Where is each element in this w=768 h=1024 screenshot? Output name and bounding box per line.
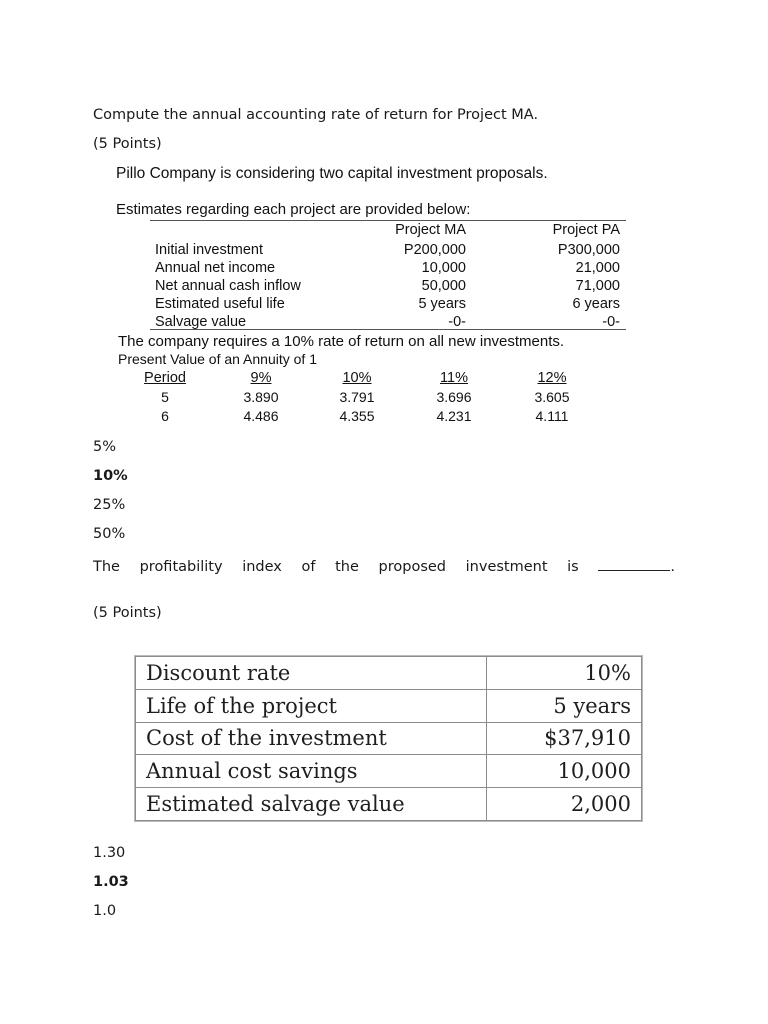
question-2-points: (5 Points) bbox=[93, 605, 162, 621]
pv-cell: 6 bbox=[161, 408, 169, 424]
row-value-pa: 6 years bbox=[572, 296, 620, 312]
table-label: Annual cost savings bbox=[136, 755, 487, 788]
table-value: 10,000 bbox=[487, 755, 642, 788]
estimates-heading: Estimates regarding each project are provided below: bbox=[116, 201, 471, 218]
pv-cell: 5 bbox=[161, 389, 169, 405]
row-value-ma: 5 years bbox=[418, 296, 466, 312]
answer-blank bbox=[598, 556, 675, 575]
table-row bbox=[136, 689, 642, 722]
table-row bbox=[136, 722, 642, 755]
row-value-pa: 71,000 bbox=[575, 278, 620, 294]
question-2-prompt bbox=[93, 556, 675, 575]
answer-option-selected[interactable]: 1.03 bbox=[93, 874, 129, 890]
prompt-word: proposed bbox=[378, 559, 447, 575]
row-value-pa: P300,000 bbox=[557, 242, 620, 258]
answer-option[interactable]: 1.30 bbox=[93, 845, 126, 861]
question-1-prompt: Compute the annual accounting rate of return for Project MA. bbox=[93, 107, 539, 123]
row-label: Annual net income bbox=[155, 260, 276, 276]
column-header-ma: Project MA bbox=[395, 222, 466, 238]
table-value: 2,000 bbox=[487, 788, 642, 821]
pv-cell: 3.890 bbox=[243, 389, 279, 405]
requirement-text: The company requires a 10% rate of return on all new investments. bbox=[118, 333, 565, 350]
discount-table bbox=[135, 656, 642, 821]
pv-cell: 3.605 bbox=[534, 389, 570, 405]
answer-option[interactable]: 25% bbox=[93, 497, 126, 513]
pv-cell: 4.111 bbox=[535, 408, 569, 424]
pv-cell: 4.486 bbox=[243, 408, 279, 424]
prompt-word: The bbox=[93, 559, 120, 575]
row-label: Salvage value bbox=[155, 314, 247, 330]
row-label: Estimated useful life bbox=[155, 296, 285, 312]
question-1-points: (5 Points) bbox=[93, 136, 162, 152]
prompt-word: the bbox=[335, 559, 359, 575]
prompt-end: . bbox=[670, 559, 675, 575]
table-label: Life of the project bbox=[136, 689, 487, 722]
table-rule-top bbox=[150, 220, 626, 221]
image-intro: Pillo Company is considering two capital investment proposals. bbox=[116, 165, 548, 182]
question-1-image bbox=[116, 163, 620, 428]
table-row bbox=[136, 755, 642, 788]
row-value-ma: 10,000 bbox=[421, 260, 466, 276]
pv-cell: 3.696 bbox=[436, 389, 472, 405]
table-row bbox=[136, 788, 642, 821]
table-value: $37,910 bbox=[487, 722, 642, 755]
row-value-pa: -0- bbox=[602, 314, 620, 330]
pv-heading: Present Value of an Annuity of 1 bbox=[118, 351, 317, 367]
question-2-image bbox=[134, 655, 643, 822]
table-rule-bottom bbox=[150, 329, 626, 330]
table-label: Estimated salvage value bbox=[136, 788, 487, 821]
prompt-word: investment bbox=[465, 559, 548, 575]
pv-header: 12% bbox=[537, 370, 567, 386]
answer-option[interactable]: 5% bbox=[93, 439, 117, 455]
table-label: Cost of the investment bbox=[136, 722, 487, 755]
table-label: Discount rate bbox=[136, 657, 487, 690]
table-value: 10% bbox=[487, 657, 642, 690]
answer-option[interactable]: 50% bbox=[93, 526, 126, 542]
answer-option-selected[interactable]: 10% bbox=[93, 468, 128, 484]
prompt-word: is bbox=[567, 559, 579, 575]
pv-cell: 4.355 bbox=[339, 408, 375, 424]
pv-header: Period bbox=[144, 370, 186, 386]
table-row bbox=[136, 657, 642, 690]
pv-cell: 4.231 bbox=[436, 408, 472, 424]
pv-header: 9% bbox=[250, 370, 272, 386]
row-label: Net annual cash inflow bbox=[155, 278, 301, 294]
pv-header: 11% bbox=[440, 370, 468, 386]
table-value: 5 years bbox=[487, 689, 642, 722]
pv-header: 10% bbox=[342, 370, 372, 386]
row-value-ma: -0- bbox=[448, 314, 466, 330]
column-header-pa: Project PA bbox=[552, 222, 620, 238]
row-value-pa: 21,000 bbox=[575, 260, 620, 276]
prompt-word: of bbox=[301, 559, 316, 575]
row-value-ma: P200,000 bbox=[403, 242, 466, 258]
answer-option[interactable]: 1.0 bbox=[93, 903, 117, 919]
prompt-word: index bbox=[242, 559, 282, 575]
row-value-ma: 50,000 bbox=[421, 278, 466, 294]
row-label: Initial investment bbox=[155, 242, 263, 258]
prompt-word: profitability bbox=[139, 559, 223, 575]
pv-cell: 3.791 bbox=[339, 389, 375, 405]
